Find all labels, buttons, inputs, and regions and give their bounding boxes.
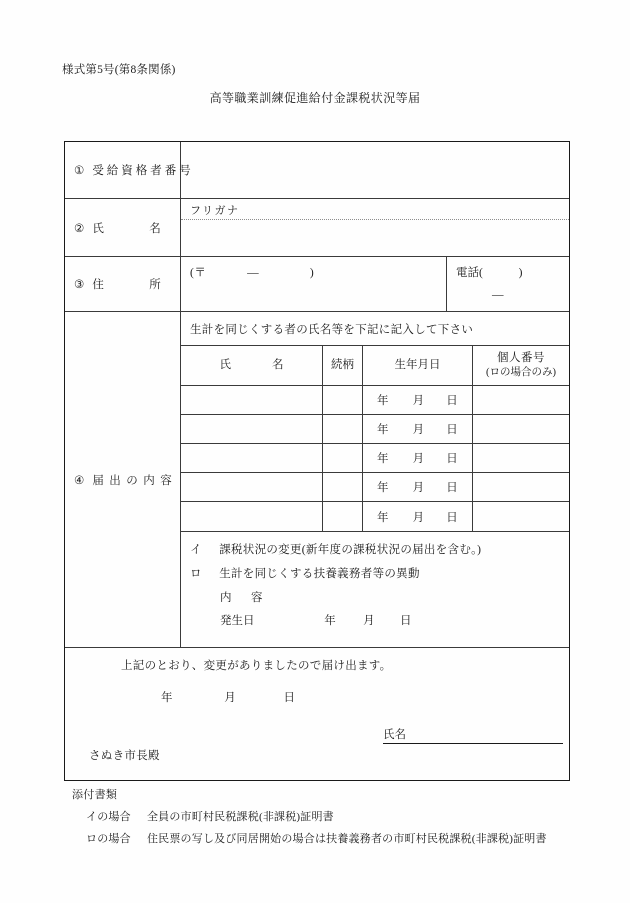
- option-i-mark: イ: [190, 544, 202, 556]
- declaration-block: [65, 647, 569, 780]
- row-number-4: ④: [74, 474, 85, 487]
- birthdate-month-mark: 月: [412, 511, 425, 524]
- cell-name[interactable]: [181, 386, 323, 414]
- form-number: 様式第5号(第8条関係): [62, 64, 176, 76]
- document-title: 高等職業訓練促進給付金課税状況等届: [209, 91, 421, 105]
- table-row: [181, 444, 569, 473]
- signature-row: [383, 726, 563, 744]
- signature-label: 氏名: [383, 726, 406, 744]
- cell-name[interactable]: [181, 502, 323, 531]
- row-number-3: ③: [74, 279, 85, 291]
- table-row: [181, 473, 569, 502]
- row-recipient-number: [65, 142, 569, 199]
- cell-name[interactable]: [181, 473, 323, 501]
- cell-personal-number[interactable]: [473, 415, 569, 443]
- header-birthdate: 生年月日: [363, 346, 473, 385]
- header-name: 氏 名: [181, 346, 323, 385]
- declaration-statement: 上記のとおり、変更がありましたので届け出ます。: [121, 660, 392, 672]
- label-text-notification-content: 届出の内容: [92, 474, 178, 487]
- notification-content-body: [181, 312, 569, 647]
- row-number-2: ②: [74, 222, 85, 235]
- postal-close-mark: ): [309, 267, 315, 279]
- declaration-day-mark: 日: [283, 692, 295, 704]
- cell-birthdate[interactable]: [363, 444, 473, 472]
- label-name: [65, 199, 181, 256]
- birthdate-day-mark: 日: [446, 395, 458, 407]
- label-text-recipient-number: 受給資格者番号: [92, 165, 194, 177]
- occurrence-year-mark: 年: [324, 615, 336, 627]
- dependents-table-header: [181, 346, 569, 386]
- cell-relation[interactable]: [323, 415, 363, 443]
- telephone-label: 電話(: [456, 267, 483, 279]
- label-notification-content: [65, 312, 181, 647]
- row-notification-content: [65, 312, 569, 647]
- dependents-instruction: 生計を同じくする者の氏名等を下記に記入して下さい: [181, 312, 569, 346]
- row-number-1: ①: [74, 165, 85, 177]
- declaration-date-row[interactable]: [161, 689, 295, 705]
- label-text-name: 氏 名: [92, 222, 169, 235]
- declaration-year-mark: 年: [161, 692, 173, 704]
- birthdate-day-mark: 日: [446, 453, 458, 465]
- postal-dash: —: [247, 267, 260, 279]
- birthdate-month-mark: 月: [412, 424, 425, 436]
- attachments-section: [72, 786, 547, 852]
- input-furigana[interactable]: フリガナ: [181, 199, 569, 220]
- row-name: [65, 199, 569, 257]
- content-field-row: [190, 589, 569, 605]
- birthdate-day-mark: 日: [446, 511, 458, 524]
- input-name[interactable]: [181, 220, 569, 256]
- cell-personal-number[interactable]: [473, 386, 569, 414]
- name-cell-group: [181, 199, 569, 256]
- cell-relation[interactable]: [323, 502, 363, 531]
- cell-name[interactable]: [181, 444, 323, 472]
- main-form-table: [64, 141, 570, 781]
- change-notes-block: [181, 532, 569, 647]
- attachments-title: 添付書類: [72, 789, 118, 801]
- cell-birthdate[interactable]: [363, 386, 473, 414]
- input-recipient-number[interactable]: [181, 142, 569, 198]
- birthdate-year-mark: 年: [377, 511, 389, 524]
- label-text-address: 住 所: [92, 279, 169, 291]
- attachment-case-i: イの場合: [86, 811, 131, 823]
- cell-name[interactable]: [181, 415, 323, 443]
- postal-open-mark: (〒: [190, 267, 207, 279]
- header-personal-number: 個人番号 (ロの場合のみ): [486, 351, 556, 379]
- attachment-case-ro: ロの場合: [86, 833, 131, 845]
- attachment-item-ro: [72, 830, 547, 846]
- cell-personal-number[interactable]: [473, 444, 569, 472]
- header-relation: 続柄: [323, 346, 363, 385]
- birthdate-month-mark: 月: [412, 453, 425, 465]
- content-label: 内 容: [220, 592, 267, 604]
- table-row: [181, 415, 569, 444]
- birthdate-day-mark: 日: [446, 482, 458, 494]
- occurrence-month-mark: 月: [363, 615, 375, 627]
- birthdate-year-mark: 年: [377, 453, 389, 465]
- telephone-dash: —: [492, 289, 504, 301]
- addressee-text: さぬき市長殿: [89, 750, 160, 762]
- occurrence-label: 発生日: [220, 615, 255, 627]
- option-ro-text: 生計を同じくする扶養義務者等の異動: [219, 568, 420, 580]
- birthdate-year-mark: 年: [377, 482, 389, 494]
- cell-relation[interactable]: [323, 444, 363, 472]
- birthdate-month-mark: 月: [412, 395, 425, 407]
- table-row: [181, 386, 569, 415]
- occurrence-day-mark: 日: [400, 615, 412, 627]
- occurrence-date-row: [190, 612, 569, 628]
- birthdate-year-mark: 年: [377, 424, 389, 436]
- cell-personal-number[interactable]: [473, 502, 569, 531]
- birthdate-year-mark: 年: [377, 395, 389, 407]
- telephone-close-mark: ): [518, 267, 523, 279]
- table-row: [181, 502, 569, 531]
- cell-birthdate[interactable]: [363, 415, 473, 443]
- declaration-month-mark: 月: [224, 692, 236, 704]
- change-option-ro[interactable]: [190, 565, 569, 581]
- cell-relation[interactable]: [323, 386, 363, 414]
- label-address: [65, 257, 181, 311]
- cell-birthdate[interactable]: [363, 502, 473, 531]
- option-i-text: 課税状況の変更(新年度の課税状況の届出を含む。): [219, 544, 482, 556]
- cell-relation[interactable]: [323, 473, 363, 501]
- birthdate-day-mark: 日: [446, 424, 458, 436]
- postal-code-line: [190, 264, 446, 280]
- change-option-i[interactable]: [190, 541, 569, 557]
- attachment-item-i: [72, 808, 547, 824]
- input-signature[interactable]: [406, 729, 563, 744]
- attachment-desc-i: 全員の市町村民税課税(非課税)証明書: [146, 811, 334, 823]
- birthdate-month-mark: 月: [412, 482, 425, 494]
- input-address[interactable]: [181, 257, 447, 311]
- cell-personal-number[interactable]: [473, 473, 569, 501]
- option-ro-mark: ロ: [190, 568, 202, 580]
- cell-birthdate[interactable]: [363, 473, 473, 501]
- telephone-line: [456, 264, 569, 280]
- label-recipient-number: [65, 142, 194, 198]
- dependents-table: [181, 346, 569, 532]
- input-telephone[interactable]: [447, 257, 569, 311]
- row-address: [65, 257, 569, 312]
- attachment-desc-ro: 住民票の写し及び同居開始の場合は扶養義務者の市町村民税課税(非課税)証明書: [146, 833, 547, 845]
